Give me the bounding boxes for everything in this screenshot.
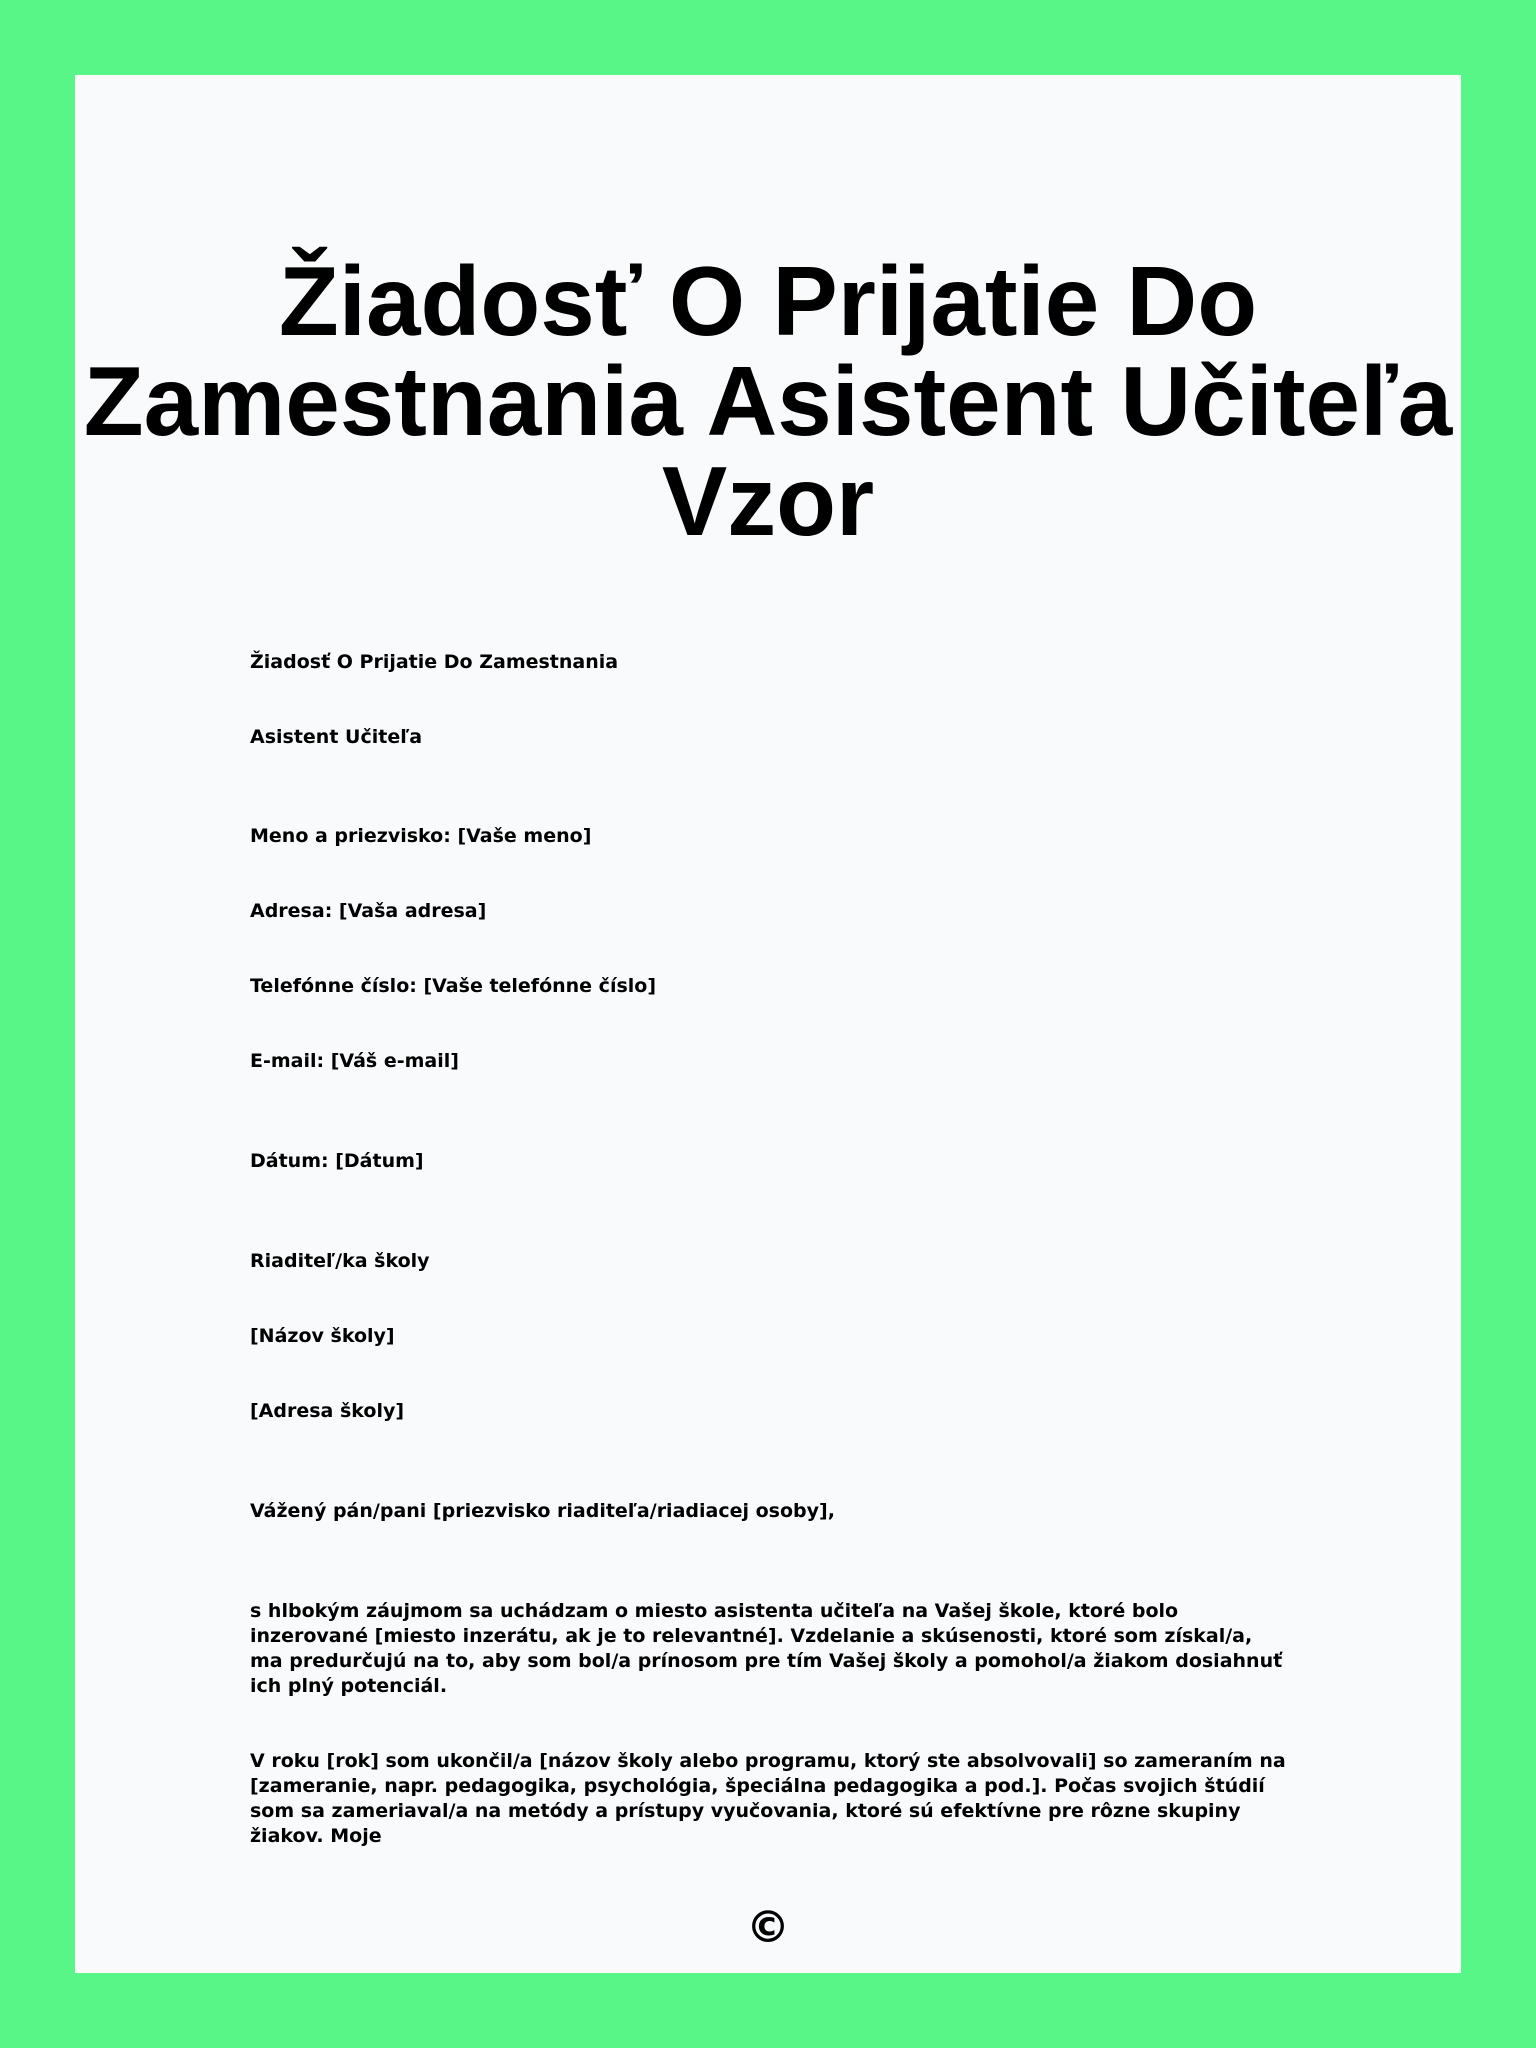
title-line-3: Vzor: [661, 446, 875, 556]
date-line: Dátum: [Dátum]: [250, 1150, 424, 1172]
position-title: Asistent Učiteľa: [250, 726, 423, 748]
document-title: [0, 246, 1536, 556]
applicant-email-line: E-mail: [Váš e-mail]: [250, 1050, 459, 1072]
title-line-1: Žiadosť O Prijatie Do: [278, 246, 1258, 356]
copyright-symbol: ©: [746, 1902, 790, 1953]
school-name: [Názov školy]: [250, 1325, 395, 1347]
salutation: Vážený pán/pani [priezvisko riaditeľa/riadiacej osoby],: [250, 1500, 835, 1522]
applicant-phone-line: Telefónne číslo: [Vaše telefónne číslo]: [250, 975, 657, 997]
paragraph-education: V roku [rok] som ukončil/a [názov školy alebo programu, ktorý ste absolvovali] so zameraním na [zameranie, napr. pedagogika, psychológia, špeciálna pedagogika a pod.]. Počas svojich štúdií som sa zameriaval/a na metódy a prístupy vyučovania, ktoré sú efektívne pre rôzne skupiny žiakov. Moje: [250, 1750, 1286, 1847]
paragraph-intro: s hlbokým záujmom sa uchádzam o miesto asistenta učiteľa na Vašej škole, ktoré bolo inzerované [miesto inzerátu, ak je to relevantné]. Vzdelanie a skúsenosti, ktoré som získal/a, ma predurčujú na to, aby som bol/a prínosom pre tím Vašej školy a pomohol/a žiakom dosiahnuť ich plný potenciál.: [250, 1600, 1283, 1697]
applicant-address-line: Adresa: [Vaša adresa]: [250, 900, 487, 922]
letter-heading: Žiadosť O Prijatie Do Zamestnania: [250, 651, 619, 673]
title-line-2: Zamestnania Asistent Učiteľa: [83, 346, 1453, 456]
recipient-title: Riaditeľ/ka školy: [250, 1250, 430, 1272]
applicant-name-line: Meno a priezvisko: [Vaše meno]: [250, 825, 592, 847]
school-address: [Adresa školy]: [250, 1400, 405, 1422]
